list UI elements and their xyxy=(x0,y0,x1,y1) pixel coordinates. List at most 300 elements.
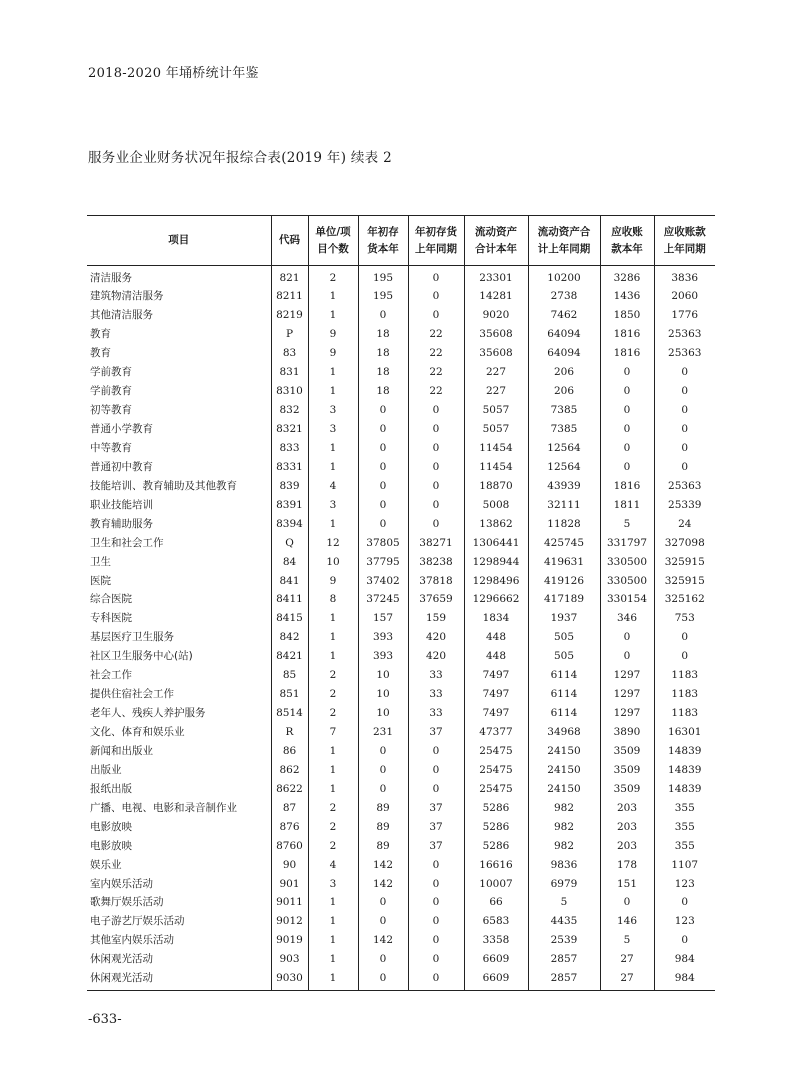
row-item-name: 职业技能培训 xyxy=(90,498,153,511)
table-row xyxy=(87,685,715,704)
table-cell: 417189 xyxy=(528,590,600,609)
table-cell: 142 xyxy=(358,855,408,874)
table-row xyxy=(87,723,715,742)
table-cell: 38238 xyxy=(408,552,464,571)
table-row xyxy=(87,457,715,476)
table-cell: 18 xyxy=(358,325,408,344)
table-cell: 157 xyxy=(358,609,408,628)
table-cell: 0 xyxy=(408,893,464,912)
column-header xyxy=(528,216,600,266)
row-item-name: 建筑物清洁服务 xyxy=(90,290,164,303)
table-cell: 3286 xyxy=(600,266,654,288)
table-cell: 851 xyxy=(271,685,308,704)
table-cell: 9020 xyxy=(464,306,528,325)
column-header-line1: 应收账 xyxy=(611,225,643,238)
table-cell: 1298496 xyxy=(464,571,528,590)
table-cell: 142 xyxy=(358,874,408,893)
table-cell: 753 xyxy=(654,609,715,628)
table-cell: 8622 xyxy=(271,779,308,798)
table-cell: 3509 xyxy=(600,779,654,798)
table-cell: 9 xyxy=(308,571,358,590)
table-cell: 1 xyxy=(308,931,358,950)
table-row xyxy=(87,969,715,991)
table-cell: 37659 xyxy=(408,590,464,609)
row-item-name: 广播、电视、电影和录音制作业 xyxy=(90,801,237,814)
table-cell: 3358 xyxy=(464,931,528,950)
table-cell: 3 xyxy=(308,874,358,893)
table-cell: 89 xyxy=(358,836,408,855)
table-row xyxy=(87,533,715,552)
table-cell: 35608 xyxy=(464,344,528,363)
table-row xyxy=(87,514,715,533)
table-row xyxy=(87,609,715,628)
table-cell: 7385 xyxy=(528,401,600,420)
table-cell: 9836 xyxy=(528,855,600,874)
table-cell: 84 xyxy=(271,552,308,571)
table-cell: 0 xyxy=(408,855,464,874)
running-head: 2018-2020 年埇桥统计年鉴 xyxy=(88,66,259,81)
row-item-name: 新闻和出版业 xyxy=(90,744,153,757)
table-row xyxy=(87,874,715,893)
table-cell: 393 xyxy=(358,628,408,647)
table-cell: 86 xyxy=(271,742,308,761)
row-item-name: 社区卫生服务中心(站) xyxy=(90,650,193,663)
table-cell: 25363 xyxy=(654,325,715,344)
table-cell: 16616 xyxy=(464,855,528,874)
table-cell: 9011 xyxy=(271,893,308,912)
column-header-line2: 计上年同期 xyxy=(537,242,591,255)
table-cell: 0 xyxy=(408,287,464,306)
table-cell: 32111 xyxy=(528,495,600,514)
table-cell: 833 xyxy=(271,439,308,458)
table-cell: 159 xyxy=(408,609,464,628)
table-cell: 5008 xyxy=(464,495,528,514)
table-cell: 0 xyxy=(358,969,408,991)
table-row xyxy=(87,590,715,609)
table-cell: 25475 xyxy=(464,779,528,798)
table-cell: 0 xyxy=(358,401,408,420)
row-item-name: 电影放映 xyxy=(90,820,132,833)
table-cell: 1811 xyxy=(600,495,654,514)
table-cell: 0 xyxy=(408,760,464,779)
table-cell: 425745 xyxy=(528,533,600,552)
table-cell: 1 xyxy=(308,893,358,912)
row-item-name: 普通初中教育 xyxy=(90,460,153,473)
table-row xyxy=(87,931,715,950)
table-cell: 2 xyxy=(308,266,358,288)
table-cell: 203 xyxy=(600,836,654,855)
table-row xyxy=(87,287,715,306)
table-cell: 47377 xyxy=(464,723,528,742)
table-cell: 8211 xyxy=(271,287,308,306)
table-cell: 9 xyxy=(308,325,358,344)
table-cell: 0 xyxy=(408,931,464,950)
table-cell: 18 xyxy=(358,344,408,363)
table-cell: 0 xyxy=(408,266,464,288)
table-cell: 38271 xyxy=(408,533,464,552)
row-item-name: 综合医院 xyxy=(90,593,132,606)
table-cell: 9 xyxy=(308,344,358,363)
table-cell: 0 xyxy=(408,969,464,991)
table-cell: 23301 xyxy=(464,266,528,288)
table-cell: 195 xyxy=(358,287,408,306)
table-cell: 12564 xyxy=(528,457,600,476)
table-row xyxy=(87,628,715,647)
table-cell: 0 xyxy=(654,363,715,382)
table-cell: 2 xyxy=(308,817,358,836)
table-cell: 1296662 xyxy=(464,590,528,609)
table-cell: 0 xyxy=(654,628,715,647)
table-cell: 5057 xyxy=(464,401,528,420)
table-cell: 14281 xyxy=(464,287,528,306)
table-cell: 14839 xyxy=(654,760,715,779)
table-row xyxy=(87,912,715,931)
table-cell: 1 xyxy=(308,609,358,628)
table-header-row xyxy=(87,216,715,266)
table-row xyxy=(87,742,715,761)
table-cell: 1 xyxy=(308,287,358,306)
table-cell: 330500 xyxy=(600,571,654,590)
table-cell: 1298944 xyxy=(464,552,528,571)
table-cell: 0 xyxy=(600,893,654,912)
table-row xyxy=(87,893,715,912)
table-cell: 1834 xyxy=(464,609,528,628)
table-cell: 89 xyxy=(358,817,408,836)
table-cell: 22 xyxy=(408,344,464,363)
column-header-line2: 上年同期 xyxy=(415,242,457,255)
row-item-name: 电影放映 xyxy=(90,839,132,852)
table-cell: 43939 xyxy=(528,476,600,495)
table-cell: 0 xyxy=(408,439,464,458)
table-cell: 25339 xyxy=(654,495,715,514)
table-cell: 1297 xyxy=(600,685,654,704)
table-cell: 34968 xyxy=(528,723,600,742)
table-cell: 419126 xyxy=(528,571,600,590)
table-cell: 0 xyxy=(600,628,654,647)
row-item-name: 基层医疗卫生服务 xyxy=(90,631,174,644)
table-cell: 1 xyxy=(308,514,358,533)
table-cell: 18870 xyxy=(464,476,528,495)
table-cell: 330500 xyxy=(600,552,654,571)
table-cell: 25475 xyxy=(464,742,528,761)
table-row xyxy=(87,950,715,969)
table-row xyxy=(87,266,715,288)
table-cell: 0 xyxy=(408,874,464,893)
table-cell: 8411 xyxy=(271,590,308,609)
table-cell: 982 xyxy=(528,798,600,817)
table-cell: 10200 xyxy=(528,266,600,288)
table-cell: R xyxy=(271,723,308,742)
row-item-name: 休闲观光活动 xyxy=(87,969,271,991)
table-cell: 10 xyxy=(358,685,408,704)
table-cell: 0 xyxy=(408,495,464,514)
table-cell: 2539 xyxy=(528,931,600,950)
column-header xyxy=(87,216,271,266)
table-cell: 37805 xyxy=(358,533,408,552)
table-cell: 7497 xyxy=(464,704,528,723)
table-cell: 1 xyxy=(308,647,358,666)
table-cell: 18 xyxy=(358,363,408,382)
table-cell: 355 xyxy=(654,836,715,855)
column-header-line1: 单位/项 xyxy=(315,225,351,238)
table-cell: 8219 xyxy=(271,306,308,325)
table-cell: 0 xyxy=(358,495,408,514)
table-cell: 6114 xyxy=(528,685,600,704)
table-cell: 37402 xyxy=(358,571,408,590)
table-cell: 123 xyxy=(654,874,715,893)
table-cell: 2060 xyxy=(654,287,715,306)
table-cell: 5 xyxy=(600,514,654,533)
table-cell: 2857 xyxy=(528,950,600,969)
table-cell: 5286 xyxy=(464,798,528,817)
table-cell: 0 xyxy=(654,439,715,458)
table-cell: 0 xyxy=(600,647,654,666)
table-cell: 0 xyxy=(408,514,464,533)
table-cell: 325162 xyxy=(654,590,715,609)
table-body xyxy=(87,266,715,991)
table-cell: 0 xyxy=(358,950,408,969)
table-cell: 8514 xyxy=(271,704,308,723)
column-header-line1: 流动资产 xyxy=(475,225,517,238)
table-cell: 982 xyxy=(528,836,600,855)
table-cell: 0 xyxy=(358,912,408,931)
column-header xyxy=(600,216,654,266)
table-cell: 227 xyxy=(464,382,528,401)
column-header-line1: 应收账款 xyxy=(663,225,706,238)
table-cell: 2 xyxy=(308,836,358,855)
table-cell: 2738 xyxy=(528,287,600,306)
table-cell: 66 xyxy=(464,893,528,912)
table-row xyxy=(87,363,715,382)
row-item-name: 教育 xyxy=(90,328,111,341)
table-cell: 0 xyxy=(358,760,408,779)
table-cell: 8310 xyxy=(271,382,308,401)
table-row xyxy=(87,666,715,685)
column-header-line2: 款本年 xyxy=(611,242,643,255)
table-cell: 13862 xyxy=(464,514,528,533)
table-cell: 37795 xyxy=(358,552,408,571)
table-cell: 3 xyxy=(308,401,358,420)
table-cell: 0 xyxy=(600,382,654,401)
table-cell: 0 xyxy=(408,742,464,761)
column-header xyxy=(308,216,358,266)
table-cell: 9012 xyxy=(271,912,308,931)
table-cell: 25363 xyxy=(654,344,715,363)
table-cell: 18 xyxy=(358,382,408,401)
table-cell: 27 xyxy=(600,969,654,991)
table-cell: 37245 xyxy=(358,590,408,609)
table-cell: 85 xyxy=(271,666,308,685)
table-cell: 0 xyxy=(358,779,408,798)
row-item-name: 学前教育 xyxy=(90,385,132,398)
table-cell: 151 xyxy=(600,874,654,893)
table-row xyxy=(87,344,715,363)
table-cell: 64094 xyxy=(528,325,600,344)
column-header-line2: 合计本年 xyxy=(475,242,517,255)
table-cell: 355 xyxy=(654,817,715,836)
table-row xyxy=(87,495,715,514)
table-cell: 1183 xyxy=(654,685,715,704)
table-cell: 1183 xyxy=(654,704,715,723)
table-cell: 37 xyxy=(408,798,464,817)
table-cell: 22 xyxy=(408,363,464,382)
table-cell: 24150 xyxy=(528,779,600,798)
table-row xyxy=(87,401,715,420)
row-item-name: 初等教育 xyxy=(90,404,132,417)
table-cell: 841 xyxy=(271,571,308,590)
table-cell: 331797 xyxy=(600,533,654,552)
table-cell: 5286 xyxy=(464,817,528,836)
table-cell: 11454 xyxy=(464,439,528,458)
table-cell: 10 xyxy=(308,552,358,571)
row-item-name: 歌舞厅娱乐活动 xyxy=(90,896,164,909)
table-cell: 8394 xyxy=(271,514,308,533)
table-cell: 1816 xyxy=(600,344,654,363)
table-cell: 90 xyxy=(271,855,308,874)
table-cell: 1107 xyxy=(654,855,715,874)
table-cell: 0 xyxy=(408,476,464,495)
row-item-name: 报纸出版 xyxy=(90,782,132,795)
column-header-line1: 年初存货 xyxy=(415,225,457,238)
table-cell: 327098 xyxy=(654,533,715,552)
table-cell: 1937 xyxy=(528,609,600,628)
row-item-name: 中等教育 xyxy=(90,441,132,454)
table-cell: 14839 xyxy=(654,742,715,761)
table-cell: 0 xyxy=(358,457,408,476)
table-cell: 6979 xyxy=(528,874,600,893)
table-cell: 16301 xyxy=(654,723,715,742)
table-cell: 876 xyxy=(271,817,308,836)
table-cell: 5286 xyxy=(464,836,528,855)
table-cell: 346 xyxy=(600,609,654,628)
table-row xyxy=(87,439,715,458)
table-cell: 3836 xyxy=(654,266,715,288)
page-number: -633- xyxy=(88,1012,122,1027)
table-cell: 1 xyxy=(308,779,358,798)
row-item-name: 卫生 xyxy=(90,555,111,568)
table-row xyxy=(87,836,715,855)
table-cell: 8 xyxy=(308,590,358,609)
table-cell: 0 xyxy=(408,306,464,325)
table-cell: 505 xyxy=(528,628,600,647)
table-cell: 22 xyxy=(408,325,464,344)
row-item-name: 提供住宿社会工作 xyxy=(90,688,174,701)
table-cell: 0 xyxy=(358,439,408,458)
table-cell: 83 xyxy=(271,344,308,363)
table-cell: 3 xyxy=(308,420,358,439)
table-cell: 862 xyxy=(271,760,308,779)
table-row xyxy=(87,552,715,571)
table-cell: 505 xyxy=(528,647,600,666)
table-cell: 8415 xyxy=(271,609,308,628)
table-cell: 27 xyxy=(600,950,654,969)
table-cell: 0 xyxy=(408,950,464,969)
table-cell: 7462 xyxy=(528,306,600,325)
table-cell: 4 xyxy=(308,476,358,495)
table-cell: 0 xyxy=(600,363,654,382)
table-row xyxy=(87,817,715,836)
row-item-name: 卫生和社会工作 xyxy=(90,536,164,549)
table-cell: 3509 xyxy=(600,760,654,779)
table-cell: 0 xyxy=(654,931,715,950)
table-cell: 0 xyxy=(600,439,654,458)
table-cell: 0 xyxy=(600,420,654,439)
table-cell: 5057 xyxy=(464,420,528,439)
table-cell: 1850 xyxy=(600,306,654,325)
row-item-name: 学前教育 xyxy=(90,366,132,379)
table-cell: 1297 xyxy=(600,666,654,685)
table-cell: 1436 xyxy=(600,287,654,306)
table-cell: 35608 xyxy=(464,325,528,344)
table-cell: 87 xyxy=(271,798,308,817)
table-cell: 0 xyxy=(408,457,464,476)
table-row xyxy=(87,476,715,495)
table-cell: 901 xyxy=(271,874,308,893)
table-cell: 0 xyxy=(358,514,408,533)
table-cell: 0 xyxy=(654,647,715,666)
column-header-line1: 项目 xyxy=(168,234,190,246)
table-row xyxy=(87,325,715,344)
table-cell: 330154 xyxy=(600,590,654,609)
row-item-name: 技能培训、教育辅助及其他教育 xyxy=(90,479,237,492)
table-cell: 420 xyxy=(408,647,464,666)
table-cell: 37 xyxy=(408,836,464,855)
table-cell: 832 xyxy=(271,401,308,420)
table-cell: 1 xyxy=(308,742,358,761)
table-row xyxy=(87,420,715,439)
table-cell: 25475 xyxy=(464,760,528,779)
table-cell: 0 xyxy=(408,420,464,439)
table-cell: 0 xyxy=(654,382,715,401)
table-cell: 1297 xyxy=(600,704,654,723)
table-cell: 8391 xyxy=(271,495,308,514)
table-cell: 0 xyxy=(358,306,408,325)
table-cell: 24 xyxy=(654,514,715,533)
row-item-name: 普通小学教育 xyxy=(90,423,153,436)
table-cell: 9019 xyxy=(271,931,308,950)
table-cell: 0 xyxy=(408,912,464,931)
table-cell: 3 xyxy=(308,495,358,514)
table-cell: 821 xyxy=(271,266,308,288)
row-item-name: 教育辅助服务 xyxy=(90,517,153,530)
table-cell: 10 xyxy=(358,704,408,723)
table-cell: 227 xyxy=(464,363,528,382)
table-row xyxy=(87,760,715,779)
table-cell: 3509 xyxy=(600,742,654,761)
table-cell: 203 xyxy=(600,798,654,817)
table-cell: 12564 xyxy=(528,439,600,458)
table-cell: 1 xyxy=(308,439,358,458)
table-cell: 206 xyxy=(528,382,600,401)
table-cell: 903 xyxy=(271,950,308,969)
table-cell: 142 xyxy=(358,931,408,950)
table-cell: 203 xyxy=(600,817,654,836)
table-cell: 2 xyxy=(308,685,358,704)
column-header xyxy=(654,216,715,266)
table-cell: 8760 xyxy=(271,836,308,855)
table-cell: 0 xyxy=(600,401,654,420)
table-cell: 1 xyxy=(308,382,358,401)
column-header xyxy=(464,216,528,266)
table-cell: 25363 xyxy=(654,476,715,495)
table-cell: 12 xyxy=(308,533,358,552)
table-cell: 0 xyxy=(408,401,464,420)
row-item-name: 老年人、残疾人养护服务 xyxy=(90,707,206,720)
table-cell: 8321 xyxy=(271,420,308,439)
table-row xyxy=(87,306,715,325)
table-cell: 14839 xyxy=(654,779,715,798)
table-cell: 0 xyxy=(358,420,408,439)
